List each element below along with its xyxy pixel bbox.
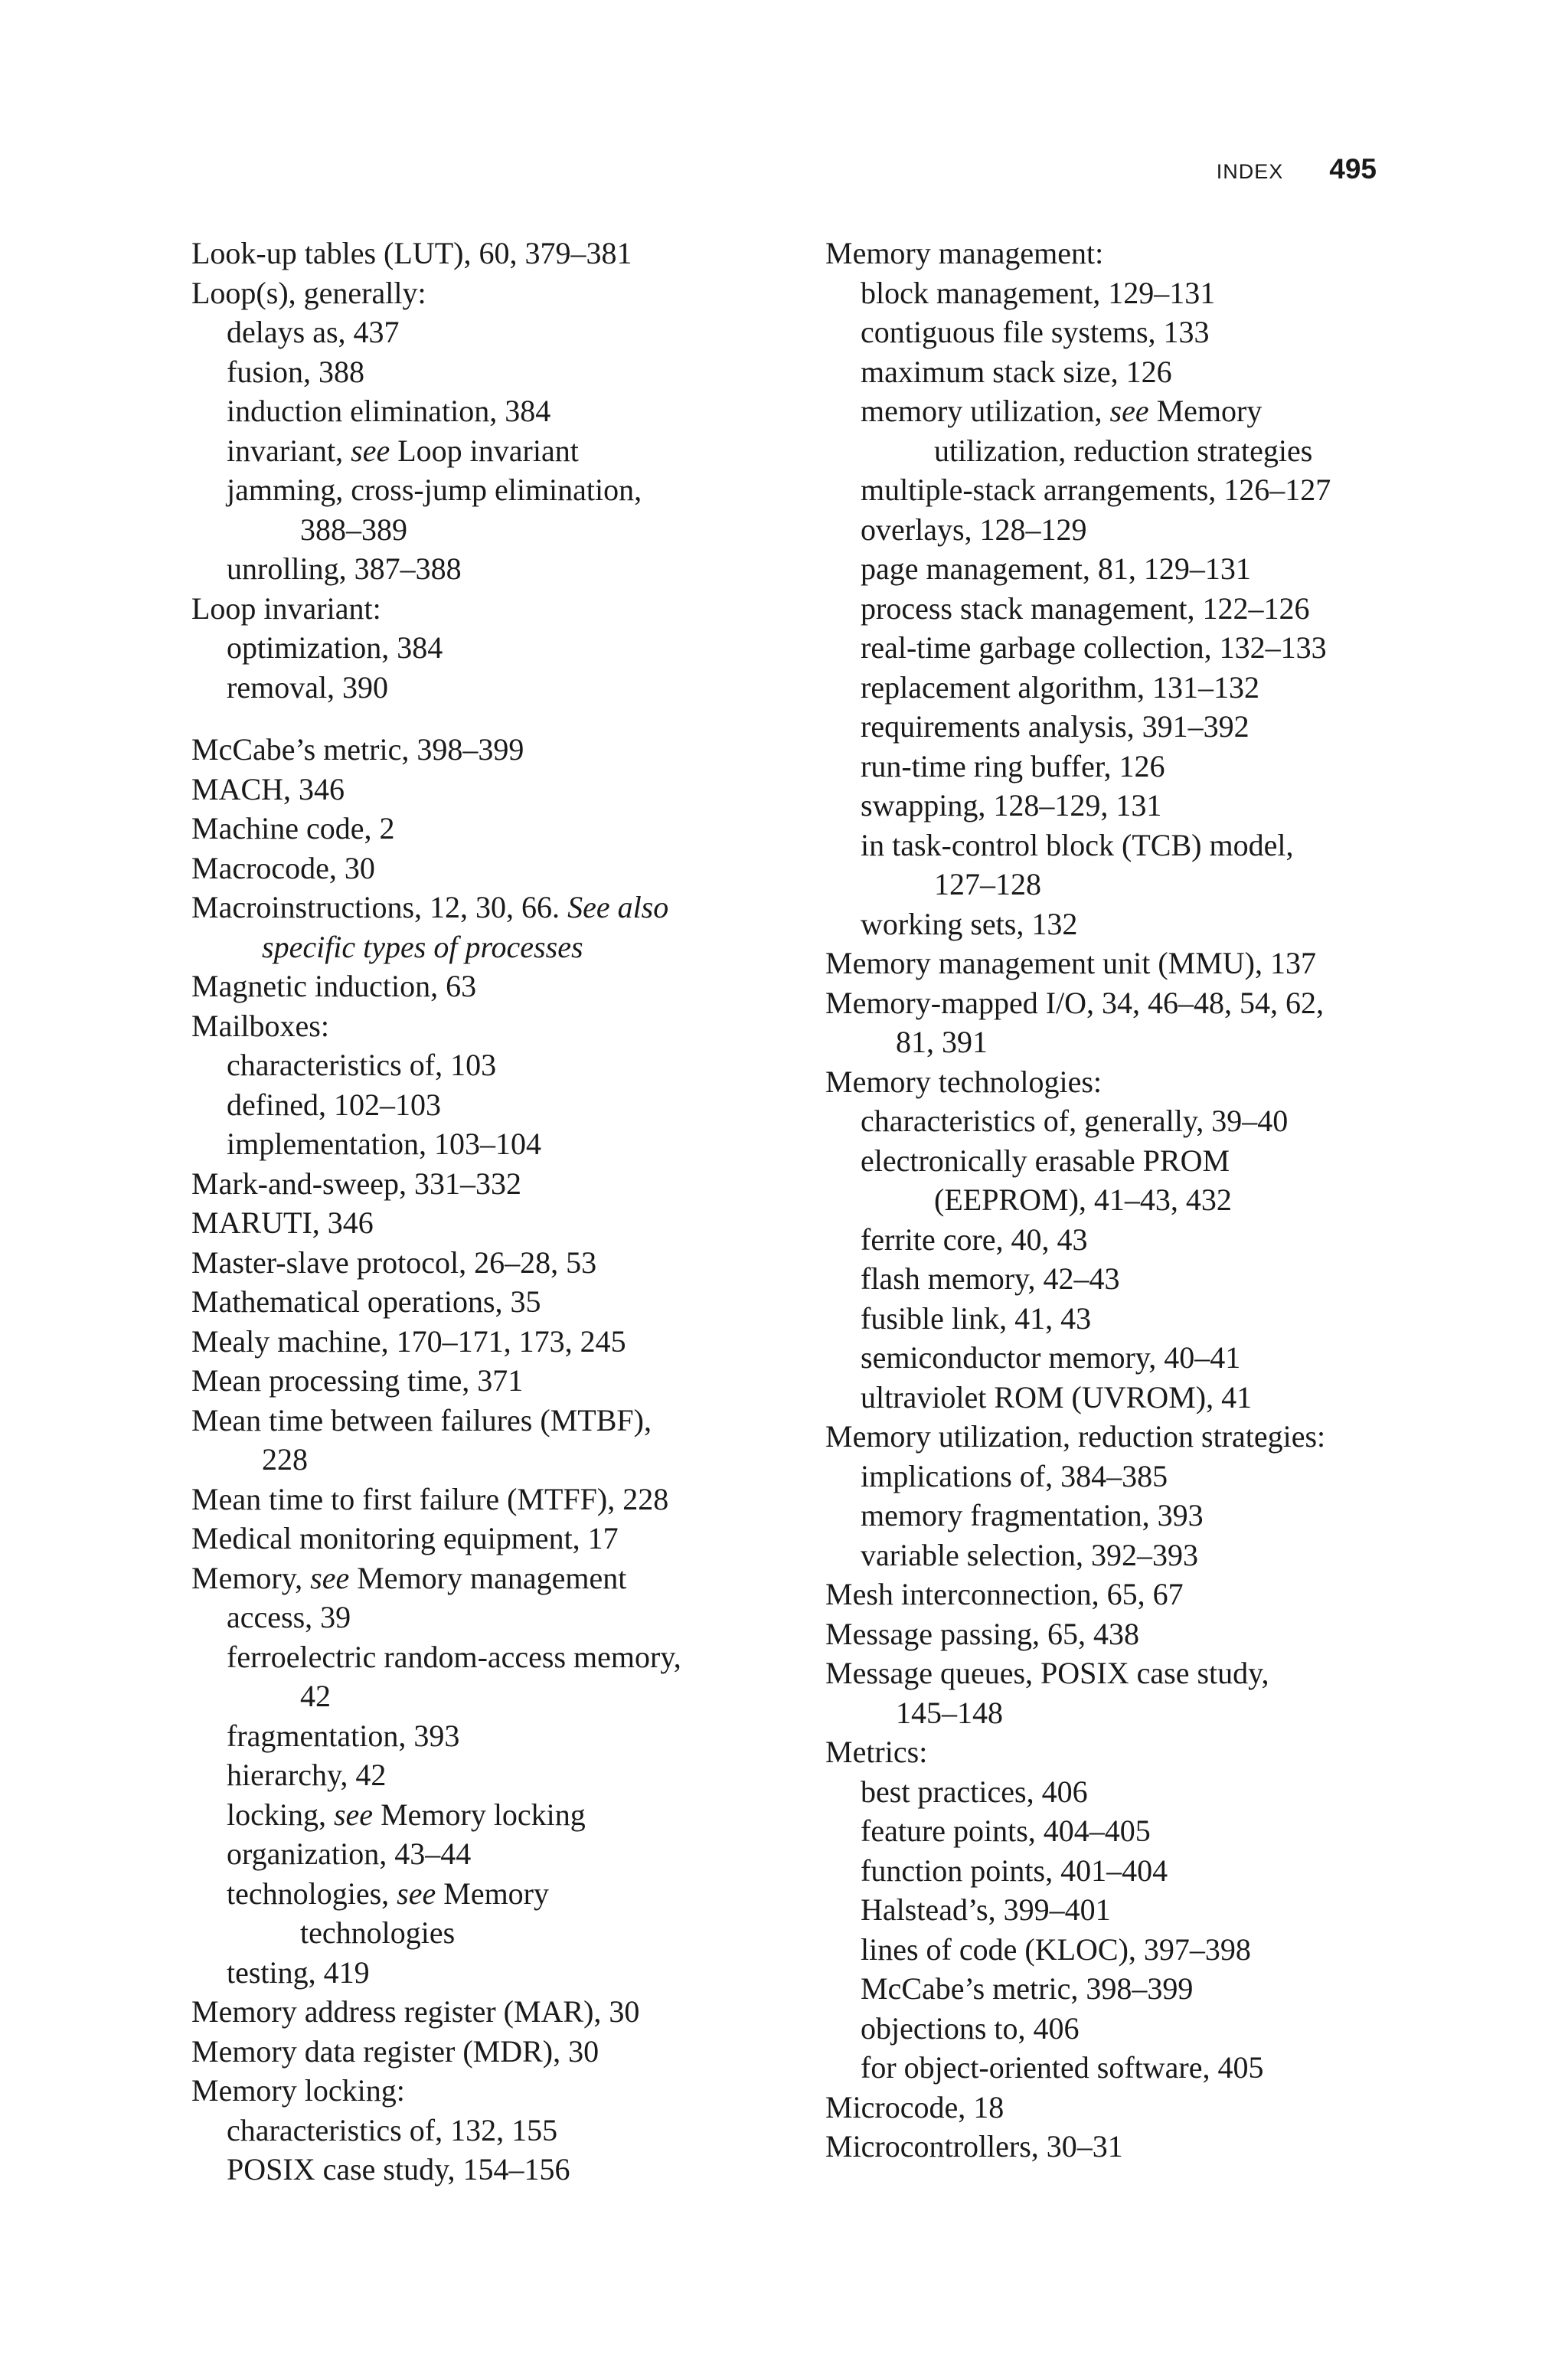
page-number: 495 [1329, 153, 1377, 185]
index-entry-continuation: 228 [262, 1442, 308, 1477]
index-column-left [191, 234, 758, 2190]
index-subentry: ferroelectric random-access memory, [227, 1639, 681, 1674]
see-reference: specific types of processes [262, 929, 583, 964]
index-column-right [825, 234, 1392, 2167]
index-subentry: characteristics of, 132, 155 [227, 2112, 558, 2147]
index-entry: Message passing, 65, 438 [825, 1616, 1139, 1651]
index-subentry: unrolling, 387–388 [227, 551, 462, 586]
index-subentry: lines of code (KLOC), 397–398 [861, 1931, 1251, 1967]
index-subentry: variable selection, 392–393 [861, 1537, 1198, 1572]
index-subentry: induction elimination, 384 [227, 394, 551, 428]
index-subentry: implications of, 384–385 [861, 1458, 1168, 1493]
index-subentry [191, 1874, 758, 1914]
index-subentry: removal, 390 [227, 669, 389, 705]
index-subentry: optimization, 384 [227, 630, 443, 665]
index-entry-continuation: technologies [300, 1915, 456, 1950]
index-subentry: fusible link, 41, 43 [861, 1300, 1092, 1336]
index-entry: Mesh interconnection, 65, 67 [825, 1577, 1184, 1611]
index-entry: Memory utilization, reduction strategies: [825, 1419, 1326, 1454]
running-header [1217, 153, 1377, 185]
index-subentry: swapping, 128–129, 131 [861, 788, 1162, 823]
letter-group-spacer [191, 707, 758, 730]
index-subentry: electronically erasable PROM [861, 1143, 1230, 1178]
index-subentry: ultraviolet ROM (UVROM), 41 [861, 1379, 1253, 1415]
entry-text: technologies, [227, 1876, 397, 1911]
index-entry-continuation: 388–389 [300, 512, 407, 547]
index-entry: Machine code, 2 [191, 811, 395, 845]
index-subentry: fusion, 388 [227, 354, 364, 389]
index-subentry: page management, 81, 129–131 [861, 551, 1251, 586]
index-subentry: fragmentation, 393 [227, 1718, 460, 1753]
see-reference: see [351, 433, 390, 468]
index-subentry: POSIX case study, 154–156 [227, 2152, 570, 2186]
index-entry-continuation: 81, 391 [896, 1025, 988, 1059]
index-subentry: memory fragmentation, 393 [861, 1498, 1204, 1532]
index-subentry: run-time ring buffer, 126 [861, 748, 1165, 783]
index-entry-continuation: 42 [300, 1679, 331, 1713]
index-subentry: process stack management, 122–126 [861, 590, 1310, 626]
index-entry: Loop invariant: [191, 590, 381, 626]
index-subentry: semiconductor memory, 40–41 [861, 1340, 1241, 1375]
index-entry: Mailboxes: [191, 1008, 329, 1043]
index-subentry: block management, 129–131 [861, 275, 1216, 310]
index-entry: Metrics: [825, 1735, 928, 1769]
entry-text: Memory locking [373, 1797, 586, 1832]
index-entry: Memory data register (MDR), 30 [191, 2033, 599, 2069]
index-subentry: hierarchy, 42 [227, 1758, 387, 1792]
index-entry: Microcode, 18 [825, 2089, 1004, 2124]
entry-text: memory utilization, [861, 394, 1110, 428]
see-reference: see [310, 1560, 350, 1595]
index-subentry: overlays, 128–129 [861, 512, 1087, 547]
entry-text: Memory, [191, 1560, 311, 1595]
index-subentry: maximum stack size, 126 [861, 354, 1172, 389]
index-entry: Memory technologies: [825, 1064, 1102, 1099]
index-entry: Mathematical operations, 35 [191, 1284, 541, 1319]
see-reference: see [333, 1797, 374, 1832]
index-subentry [191, 431, 758, 471]
index-entry: MACH, 346 [191, 771, 345, 806]
index-subentry: delays as, 437 [227, 315, 400, 349]
entry-text: Memory [1148, 394, 1263, 428]
index-entry: Look-up tables (LUT), 60, 379–381 [191, 236, 632, 270]
index-subentry: characteristics of, 103 [227, 1048, 497, 1082]
index-entry: Mean time between failures (MTBF), [191, 1402, 652, 1437]
index-subentry: ferrite core, 40, 43 [861, 1222, 1088, 1257]
index-entry: Memory management unit (MMU), 137 [825, 946, 1316, 980]
index-entry [191, 888, 758, 927]
index-subentry: replacement algorithm, 131–132 [861, 669, 1259, 705]
index-subentry: requirements analysis, 391–392 [861, 709, 1250, 744]
index-entry: Loop(s), generally: [191, 275, 426, 310]
index-entry: Message queues, POSIX case study, [825, 1656, 1269, 1690]
header-section-title: INDEX [1216, 160, 1284, 183]
index-entry: MARUTI, 346 [191, 1205, 374, 1240]
index-entry: Master-slave protocol, 26–28, 53 [191, 1245, 597, 1280]
index-subentry: flash memory, 42–43 [861, 1261, 1120, 1296]
index-entry: Medical monitoring equipment, 17 [191, 1521, 619, 1555]
index-subentry: characteristics of, generally, 39–40 [861, 1104, 1289, 1138]
index-entry-continuation: (EEPROM), 41–43, 432 [934, 1182, 1232, 1217]
entry-text: locking, [227, 1797, 334, 1832]
index-subentry: for object-oriented software, 405 [861, 2050, 1264, 2085]
index-subentry: best practices, 406 [861, 1774, 1088, 1809]
index-subentry: organization, 43–44 [227, 1837, 472, 1871]
entry-text: Loop invariant [390, 433, 579, 468]
index-subentry [825, 391, 1392, 431]
entry-text: invariant, [227, 433, 351, 468]
index-subentry: feature points, 404–405 [861, 1814, 1151, 1848]
index-subentry: Halstead’s, 399–401 [861, 1892, 1111, 1927]
index-subentry: objections to, 406 [861, 2010, 1080, 2046]
index-subentry: access, 39 [227, 1600, 351, 1634]
index-entry-continuation [191, 927, 758, 967]
entry-text: Memory [436, 1876, 550, 1911]
entry-text: Memory management [349, 1560, 627, 1595]
index-subentry: contiguous file systems, 133 [861, 315, 1210, 349]
index-entry: Memory-mapped I/O, 34, 46–48, 54, 62, [825, 985, 1325, 1020]
index-subentry: working sets, 132 [861, 906, 1078, 941]
index-entry: Memory address register (MAR), 30 [191, 1994, 640, 2029]
index-entry: Mean time to first failure (MTFF), 228 [191, 1481, 669, 1516]
index-subentry: real-time garbage collection, 132–133 [861, 630, 1327, 665]
index-entry-continuation: 145–148 [896, 1695, 1003, 1730]
index-subentry: function points, 401–404 [861, 1853, 1168, 1888]
entry-text: Macroinstructions, 12, 30, 66. [191, 890, 568, 924]
index-subentry: in task-control block (TCB) model, [861, 827, 1294, 862]
index-entry-continuation: utilization, reduction strategies [934, 433, 1313, 468]
index-entry: Mean processing time, 371 [191, 1363, 524, 1398]
index-subentry: McCabe’s metric, 398–399 [861, 1971, 1194, 2006]
index-entry: Microcontrollers, 30–31 [825, 2129, 1123, 2164]
index-entry: Memory management: [825, 236, 1104, 270]
index-subentry: defined, 102–103 [227, 1087, 441, 1122]
index-subentry: multiple-stack arrangements, 126–127 [861, 473, 1331, 507]
see-reference: see [1109, 394, 1149, 428]
index-entry: Macrocode, 30 [191, 850, 375, 885]
index-entry: Magnetic induction, 63 [191, 969, 477, 1003]
index-subentry: testing, 419 [227, 1954, 370, 1990]
see-reference: see [397, 1876, 436, 1911]
index-entry: Memory locking: [191, 2073, 405, 2108]
index-subentry: jamming, cross-jump elimination, [227, 473, 642, 507]
index-subentry: implementation, 103–104 [227, 1127, 542, 1161]
index-entry: Mark-and-sweep, 331–332 [191, 1166, 521, 1201]
index-entry: McCabe’s metric, 398–399 [191, 732, 524, 767]
index-entry [191, 1558, 758, 1598]
index-entry-continuation: 127–128 [934, 867, 1041, 901]
index-entry: Mealy machine, 170–171, 173, 245 [191, 1323, 626, 1359]
index-subentry [191, 1795, 758, 1835]
see-reference: See also [567, 890, 669, 924]
